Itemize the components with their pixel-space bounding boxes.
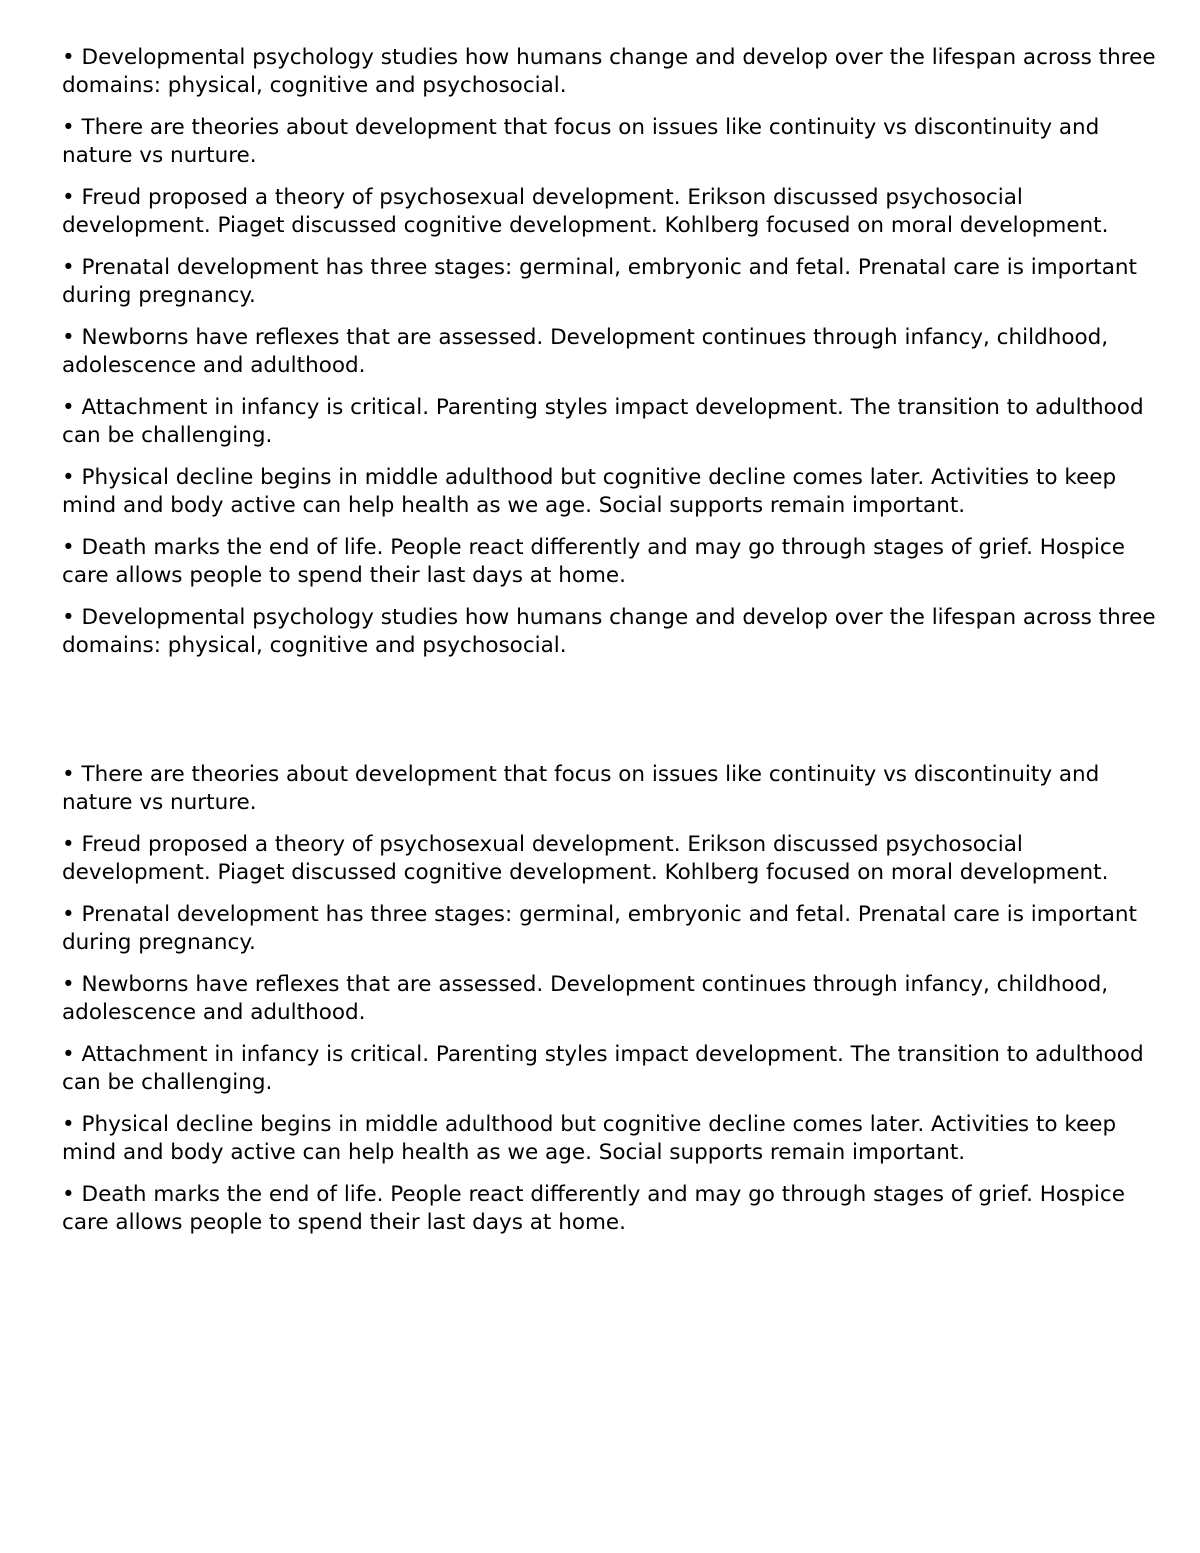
- list-item: • Developmental psychology studies how humans change and develop over the lifespan across three domains: physical, cognitive and psychosocial.: [62, 605, 1156, 658]
- summary-list-second: [62, 761, 1172, 1236]
- list-item: • Newborns have reflexes that are assessed. Development continues through infancy, childhood, adolescence and adulthood.: [62, 972, 1109, 1025]
- list-item: • Freud proposed a theory of psychosexual development. Erikson discussed psychosocial development. Piaget discussed cognitive development. Kohlberg focused on moral development.: [62, 185, 1109, 238]
- list-item: • There are theories about development that focus on issues like continuity vs discontinuity and nature vs nurture.: [62, 762, 1100, 815]
- list-item: • Death marks the end of life. People react differently and may go through stages of grief. Hospice care allows people to spend their last days at home.: [62, 535, 1125, 588]
- list-item: • Prenatal development has three stages: germinal, embryonic and fetal. Prenatal care is important during pregnancy.: [62, 902, 1137, 955]
- list-item: • Physical decline begins in middle adulthood but cognitive decline comes later. Activities to keep mind and body active can help health as we age. Social supports remain important.: [62, 1112, 1117, 1165]
- list-item: • Attachment in infancy is critical. Parenting styles impact development. The transition to adulthood can be challenging.: [62, 1042, 1144, 1095]
- document-page: [62, 44, 1172, 1251]
- list-item: • Attachment in infancy is critical. Parenting styles impact development. The transition to adulthood can be challenging.: [62, 395, 1144, 448]
- list-item: • Freud proposed a theory of psychosexual development. Erikson discussed psychosocial development. Piaget discussed cognitive development. Kohlberg focused on moral development.: [62, 832, 1109, 885]
- section-spacer: [62, 674, 1172, 761]
- list-item: • Death marks the end of life. People react differently and may go through stages of grief. Hospice care allows people to spend their last days at home.: [62, 1182, 1125, 1235]
- summary-list-first: [62, 44, 1172, 659]
- list-item: • Prenatal development has three stages: germinal, embryonic and fetal. Prenatal care is important during pregnancy.: [62, 255, 1137, 308]
- list-item: • Newborns have reflexes that are assessed. Development continues through infancy, childhood, adolescence and adulthood.: [62, 325, 1109, 378]
- list-item: • There are theories about development that focus on issues like continuity vs discontinuity and nature vs nurture.: [62, 115, 1100, 168]
- list-item: • Physical decline begins in middle adulthood but cognitive decline comes later. Activities to keep mind and body active can help health as we age. Social supports remain important.: [62, 465, 1117, 518]
- list-item: • Developmental psychology studies how humans change and develop over the lifespan across three domains: physical, cognitive and psychosocial.: [62, 45, 1156, 98]
